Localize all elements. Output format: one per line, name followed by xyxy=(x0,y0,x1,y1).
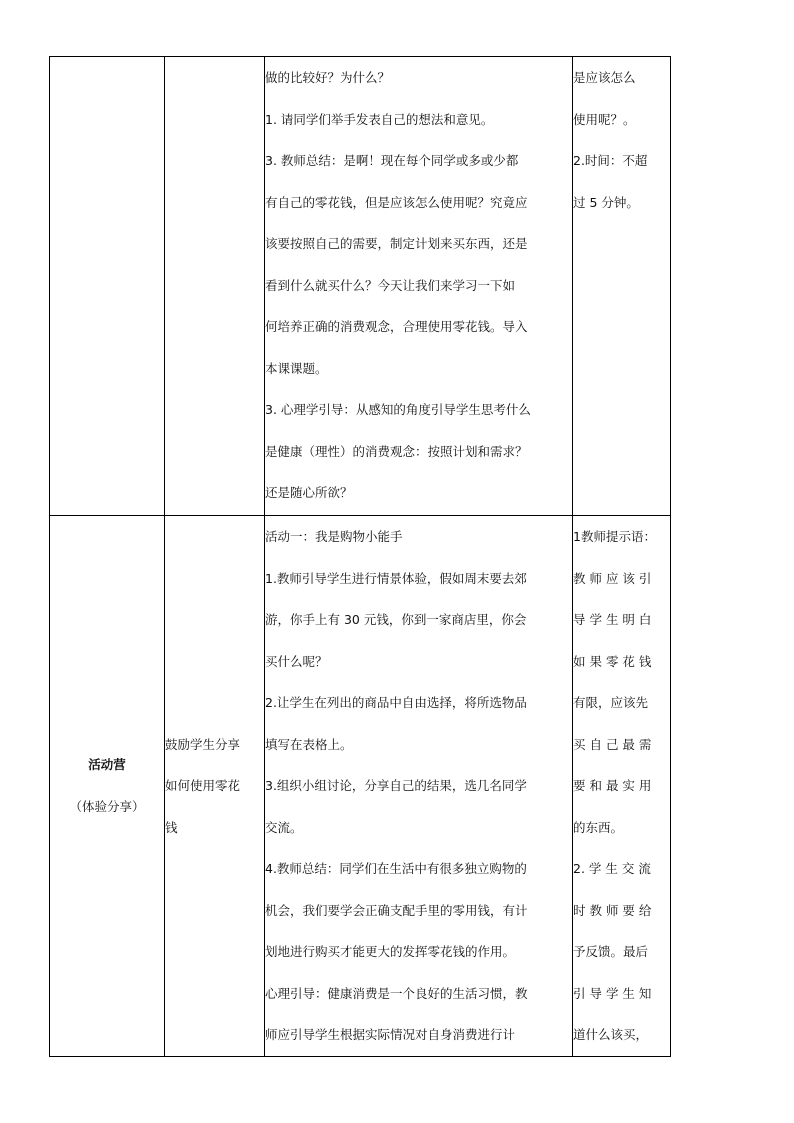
content-line: 该要按照自己的需要，制定计划来买东西，还是 xyxy=(265,236,528,251)
goal-cell-empty xyxy=(165,57,265,516)
note-line: 的东西。 xyxy=(573,819,624,835)
content-line: 2.让学生在列出的商品中自由选择，将所选物品 xyxy=(265,695,527,710)
content-line: 1.教师引导学生进行情景体验，假如周末要去郊 xyxy=(265,570,527,586)
note-line: 过 5 分钟。 xyxy=(573,194,639,210)
note-line: 教 师 应 该 引 xyxy=(573,570,652,586)
content-line: 做的比较好？为什么？ xyxy=(265,70,391,85)
content-cell-intro xyxy=(265,57,573,516)
note-line: 1教师提示语： xyxy=(573,529,656,544)
content-line: 机会，我们要学会正确支配手里的零用钱，有计 xyxy=(265,902,528,918)
goal-line: 如何使用零花 xyxy=(165,778,241,793)
lesson-plan-table xyxy=(49,56,671,1057)
note-line: 时 教 师 要 给 xyxy=(573,902,652,918)
content-line: 心理引导：健康消费是一个良好的生活习惯，教 xyxy=(265,985,528,1001)
content-line: 3.组织小组讨论，分享自己的结果，选几名同学 xyxy=(265,778,527,793)
content-line: 有自己的零花钱，但是应该怎么使用呢？究竟应 xyxy=(265,194,528,210)
note-cell-intro xyxy=(573,57,671,516)
note-line: 予反馈。最后 xyxy=(573,944,649,959)
note-line: 有限，应该先 xyxy=(573,695,649,710)
content-line: 买什么呢？ xyxy=(265,653,328,669)
table-row-intro xyxy=(50,57,671,516)
goal-line: 钱 xyxy=(165,819,178,835)
content-line: 活动一：我是购物小能手 xyxy=(265,529,403,544)
content-line: 划地进行购买才能更大的发挥零花钱的作用。 xyxy=(265,944,516,959)
content-line: 4.教师总结：同学们在生活中有很多独立购物的 xyxy=(265,861,527,876)
stage-subtitle: （体验分享） xyxy=(69,798,145,814)
stage-cell xyxy=(50,516,165,1057)
content-line: 看到什么就买什么？今天让我们来学习一下如 xyxy=(265,277,516,293)
note-line: 使用呢？。 xyxy=(573,111,636,127)
content-line: 1. 请同学们举手发表自己的想法和意见。 xyxy=(265,111,494,127)
content-line: 交流。 xyxy=(265,819,303,835)
note-line: 导 学 生 明 白 xyxy=(573,612,652,627)
stage-title: 活动营 xyxy=(88,757,126,773)
content-line: 3. 心理学引导：从感知的角度引导学生思考什么 xyxy=(265,402,531,417)
note-line: 引 导 学 生 知 xyxy=(573,985,652,1001)
content-cell-activity xyxy=(265,516,573,1057)
note-line: 是应该怎么 xyxy=(573,70,636,85)
content-line: 本课课题。 xyxy=(265,360,328,376)
content-line: 是健康（理性）的消费观念：按照计划和需求？ xyxy=(265,443,528,459)
note-line: 道什么该买， xyxy=(573,1027,649,1042)
content-line: 填写在表格上。 xyxy=(265,736,353,752)
content-line: 3. 教师总结：是啊！现在每个同学或多或少都 xyxy=(265,153,519,168)
note-cell-activity xyxy=(573,516,671,1057)
content-line: 师应引导学生根据实际情况对自身消费进行计 xyxy=(265,1027,516,1042)
note-line: 2.时间：不超 xyxy=(573,153,648,168)
content-line: 还是随心所欲？ xyxy=(265,485,353,500)
content-line: 游，你手上有 30 元钱，你到一家商店里，你会 xyxy=(265,612,527,627)
note-line: 买 自 己 最 需 xyxy=(573,736,652,752)
goal-cell xyxy=(165,516,265,1057)
note-line: 如 果 零 花 钱 xyxy=(573,653,652,669)
stage-cell-empty xyxy=(50,57,165,516)
note-line: 2. 学 生 交 流 xyxy=(573,861,651,876)
goal-line: 鼓励学生分享 xyxy=(165,736,241,752)
table-row-activity xyxy=(50,516,671,1057)
content-line: 何培养正确的消费观念，合理使用零花钱。导入 xyxy=(265,319,528,334)
note-line: 要 和 最 实 用 xyxy=(573,778,652,793)
